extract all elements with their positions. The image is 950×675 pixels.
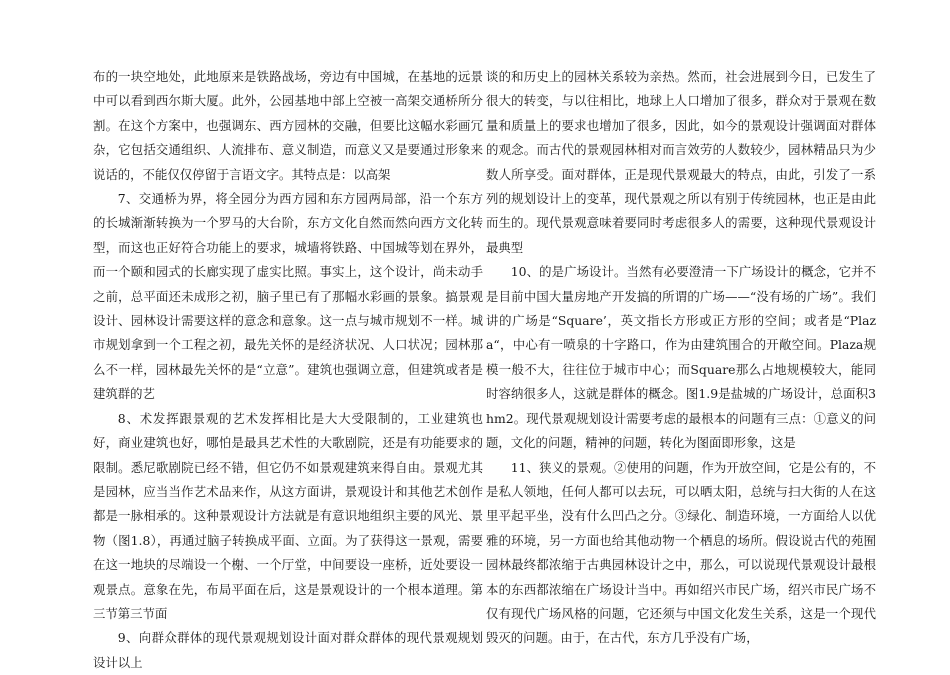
paragraph: 谈的和历史上的园林关系较为亲热。然而，社会进展到今日，已发生了很大的转变，与以往相比，地球上人口增加了很多，群众对于景观在数量和质量上的要求也增加了很多，因此，如今的景观设计强调面对群体的观念。而古代的景观园林相对而言效劳的人数较少，园林精品只为少数人所享受。面对群体，正是现代景观最大的特点，由此，引发了一系列的规划设计上的变革，现代景观之所以有别于传统园林，也正是由此而生的。现代景观意味着要同时考虑很多人的需要，这种现代景观设计最典型 <box>486 69 876 255</box>
paragraph: 11、狭义的景观。②使用的问题，作为开放空间，它是公有的，不是私人领地，任何人都可以去玩，可以晒太阳，总统与扫大街的人在这里平起平坐，没有什么凹凸之分。③绿化、制造环境，一方面给人以优雅的环境，另一方面也给其他动物一个栖息的场所。假设说古代的苑囿园林最终都浓缩于古典园林设计之中，那么，可以说现代景观设计最根本的东西都浓缩在广场设计当中。再如绍兴市民广场，绍兴市民广场不仅有现代广场风格的问题，它还须与中国文化发生关系，这是一个现代毁灭的问题。由于，在古代，东方几乎没有广场， <box>486 459 876 646</box>
paragraph: 9、向群众群体的现代景观规划设计面对群众群体的现代景观规划设计以上 <box>93 630 483 670</box>
paragraph: 7、交通桥为界，将全园分为西方园和东方园两局部，沿一个东方的长城渐渐转换为一个罗马的大台阶，东方文化自然而然向西方文化转型，而这也正好符合功能上的要求，城墙将铁路、中国城等划在界外，而一个颐和园式的长廊实现了虚实比照。事实上，这个设计，尚未动手之前，总平面还未成形之初，脑子里已有了那幅水彩画的景象。搞景观设计、园林设计需要这样的意念和意象。这一点与城市规划不一样。城市规划拿到一个工程之初，最先关怀的是经济状况、人口状况；园林那么不一样，园林最先关怀的是“立意”。建筑也强调立意，但建筑或者是建筑群的艺 <box>93 191 483 402</box>
left-column <box>93 65 483 675</box>
paragraph: 8、术发挥跟景观的艺术发挥相比是大大受限制的，工业建筑也好，商业建筑也好，哪怕是最具艺术性的大歌剧院，还是有功能要求的限制。悉尼歌剧院已经不错，但它仍不如景观建筑来得自由。景观尤其是园林，应当当作艺术品来作，从这方面讲，景观设计和其他艺术创作都是一脉相承的。这种景观设计方法就是有意识地组织主要的风光、景物（图1.8），再通过脑子转换成平面、立面。为了获得这一景观，需要在这一地块的尽端设一个榭、一个厅堂，中间要设一座桥，近处要设一观景点。意象在先，布局平面在后，这是景观设计的一个根本道理。第三节第三节面 <box>93 410 483 621</box>
right-column <box>486 65 876 651</box>
paragraph: 布的一块空地处，此地原来是铁路战场，旁边有中国城，在基地的远景中可以看到西尔斯大厦。此外，公园基地中部上空被一高架交通桥所分割。在这个方案中，也强调东、西方园林的交融，但要比这幅水彩画冗杂，它包括交通组织、人流排布、意义制造，而意义又是要通过形象来说话的，不能仅仅停留于言语文字。其特点是：以高架 <box>93 69 483 182</box>
paragraph: 10、的是广场设计。当然有必要澄清一下广场设计的概念，它并不是目前中国大量房地产开发搞的所谓的广场——“没有场的广场”。我们讲的广场是“Square’，英文指长方形或正方形的空间；或者是“Plaza“，中心有一喷泉的十字路口，作为由建筑围合的开敞空间。Plaza规模一般不大，往往位于城市中心；而Square那么占地规模较大，能同时容纳很多人，这就是群体的概念。图1.9是盐城的广场设计，总面积3hm2。现代景观规划设计需要考虑的最根本的问题有三点：①意义的问题，文化的问题，精神的问题，转化为图面即形象，这是 <box>486 264 876 451</box>
